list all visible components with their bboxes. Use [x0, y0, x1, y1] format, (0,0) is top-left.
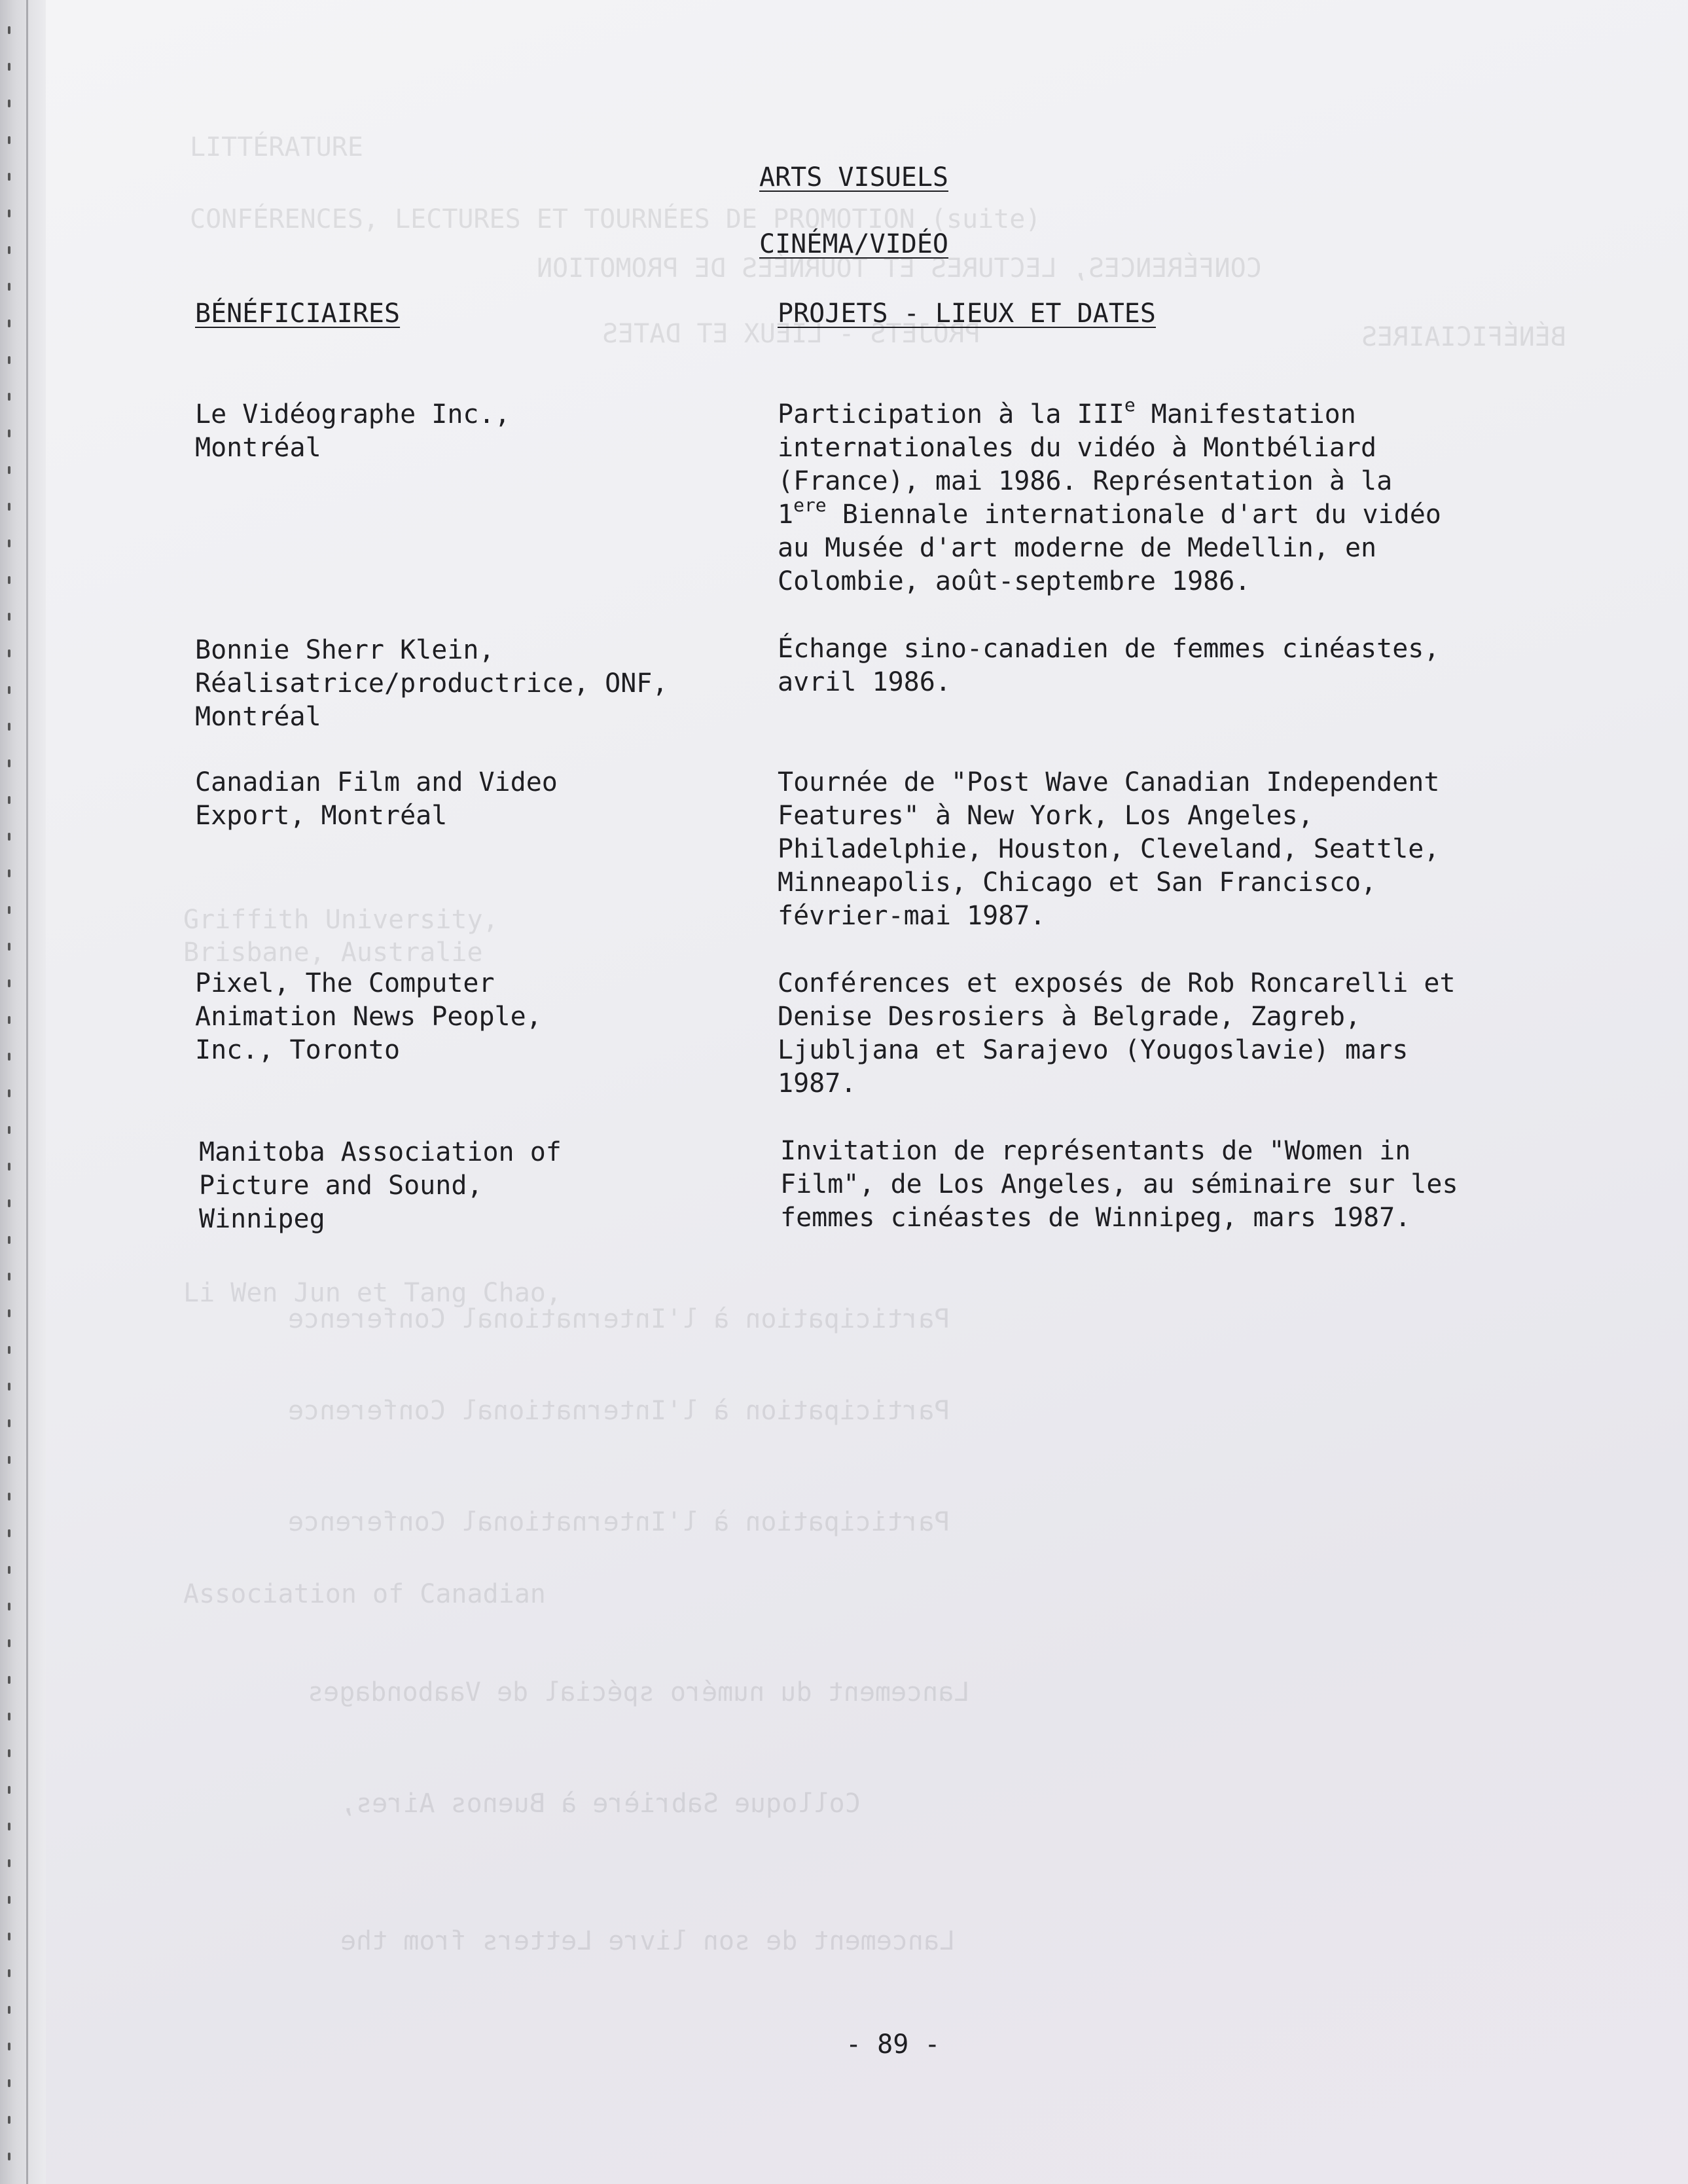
binding-mark [8, 393, 10, 401]
binding-mark [8, 1383, 10, 1391]
project-line: Minneapolis, Chicago et San Francisco, [778, 867, 1377, 898]
binding-mark [8, 576, 10, 584]
project-entry-1 [778, 393, 1441, 598]
binding-mark [8, 1639, 10, 1647]
binding-edge [26, 0, 28, 2184]
binding-mark [8, 246, 10, 254]
binding-mark [8, 1896, 10, 1904]
bleed-through-text: CONFÉRENCES, LECTURES ET TOURNÉES DE PROMOTION (suite) [190, 204, 1041, 234]
bleed-through-text: Colloque Sabrière à Buenos Aires, [340, 1789, 861, 1819]
binding-mark [8, 1309, 10, 1317]
binding-mark [8, 1786, 10, 1794]
binding-mark [8, 796, 10, 804]
beneficiary-line: Bonnie Sherr Klein, [195, 635, 495, 665]
binding-mark [8, 943, 10, 951]
binding-mark [8, 2116, 10, 2124]
binding-mark [8, 759, 10, 767]
project-line: (France), mai 1986. Représentation à la [778, 466, 1393, 496]
binding-mark [8, 100, 10, 107]
binding-mark [8, 833, 10, 841]
binding-mark [8, 1126, 10, 1134]
project-line: Conférences et exposés de Rob Roncarelli et [778, 968, 1456, 998]
binding-mark [8, 1419, 10, 1427]
binding-mark [8, 1456, 10, 1464]
binding-mark [8, 2079, 10, 2087]
binding-mark [8, 1273, 10, 1281]
bleed-through-text: Participation à l'International Conference [288, 1304, 950, 1334]
binding-mark [8, 466, 10, 474]
section-title-cinema-video: CINÉMA/VIDÉO [759, 229, 948, 259]
binding-mark [8, 1823, 10, 1830]
project-entry-2 [778, 632, 1439, 699]
beneficiary-line: Le Vidéographe Inc., [195, 399, 511, 429]
beneficiary-entry-2 [195, 634, 668, 734]
binding-mark [8, 1713, 10, 1720]
project-entry-5 [780, 1135, 1458, 1235]
binding-mark [8, 1529, 10, 1537]
project-line: Ljubljana et Sarajevo (Yougoslavie) mars [778, 1035, 1409, 1065]
binding-mark [8, 63, 10, 71]
beneficiary-line: Animation News People, [195, 1002, 542, 1032]
bleed-through-text: Association of Canadian [183, 1579, 546, 1609]
beneficiary-line: Montréal [195, 433, 321, 463]
project-line: Participation à la IIIe Manifestation [778, 393, 1356, 429]
binding-mark [8, 26, 10, 34]
binding-mark [8, 1199, 10, 1207]
binding-mark [8, 1566, 10, 1574]
bleed-through-text: PROJETS - LIEUX ET DATES [602, 319, 980, 349]
project-line: au Musée d'art moderne de Medellin, en [778, 533, 1377, 563]
bleed-through-text: Li Wen Jun et Tang Chao, [183, 1278, 562, 1308]
beneficiary-line: Réalisatrice/productrice, ONF, [195, 668, 668, 699]
binding-mark [8, 1933, 10, 1940]
beneficiary-line: Inc., Toronto [195, 1035, 401, 1065]
binding-mark [8, 1346, 10, 1354]
project-entry-3 [778, 766, 1439, 933]
beneficiary-line: Pixel, The Computer [195, 968, 495, 998]
beneficiary-entry-4 [195, 967, 542, 1067]
project-line: avril 1986. [778, 667, 951, 697]
binding-mark [8, 649, 10, 657]
binding-mark [8, 979, 10, 987]
binding-mark [8, 429, 10, 437]
binding-mark [8, 2043, 10, 2050]
binding-mark [8, 539, 10, 547]
binding-mark [8, 2153, 10, 2160]
binding-mark [8, 686, 10, 694]
binding-mark [8, 136, 10, 144]
beneficiary-line: Picture and Sound, [199, 1171, 483, 1201]
beneficiary-entry-1 [195, 398, 511, 465]
project-line: Philadelphie, Houston, Cleveland, Seattle, [778, 834, 1440, 864]
bleed-through-text: Participation à l'International Conference [288, 1507, 950, 1537]
project-line: femmes cinéastes de Winnipeg, mars 1987. [780, 1203, 1411, 1233]
binding-mark [8, 869, 10, 877]
project-line: Colombie, août-septembre 1986. [778, 566, 1251, 596]
project-line: février-mai 1987. [778, 901, 1046, 931]
bleed-through-text: BÉNÉFICIAIRES [1361, 322, 1567, 352]
binding-mark [8, 319, 10, 327]
beneficiary-entry-3 [195, 766, 558, 833]
beneficiary-line: Canadian Film and Video [195, 767, 558, 797]
binding-mark [8, 906, 10, 914]
beneficiary-entry-5 [199, 1136, 562, 1236]
bleed-through-text: Participation à l'International Conference [288, 1396, 950, 1426]
binding-mark [8, 1236, 10, 1244]
project-line: Film", de Los Angeles, au séminaire sur les [780, 1169, 1458, 1199]
binding-mark [8, 173, 10, 181]
column-header-projets: PROJETS - LIEUX ET DATES [778, 299, 1156, 329]
binding-mark [8, 1053, 10, 1061]
page-number: - 89 - [846, 2029, 941, 2060]
bleed-through-text: Brisbane, Australie [183, 937, 483, 968]
beneficiary-line: Manitoba Association of [199, 1137, 562, 1167]
binding-mark [8, 1493, 10, 1501]
binding-mark [8, 1016, 10, 1024]
project-line: Denise Desrosiers à Belgrade, Zagreb, [778, 1002, 1361, 1032]
binding-mark [8, 209, 10, 217]
binding-mark [8, 1859, 10, 1867]
binding-mark [8, 283, 10, 291]
bleed-through-text: CONFÉRENCES, LECTURES ET TOURNÉES DE PROMOTION [537, 253, 1262, 283]
section-title-arts-visuels: ARTS VISUELS [759, 162, 948, 192]
beneficiary-line: Export, Montréal [195, 801, 448, 831]
project-line: 1ere Biennale internationale d'art du vidéo [778, 494, 1441, 530]
bleed-through-text: Griffith University, [183, 905, 499, 935]
project-entry-4 [778, 967, 1456, 1101]
binding-mark [8, 356, 10, 364]
binding-shadow [0, 0, 46, 2184]
project-line: 1987. [778, 1068, 857, 1099]
binding-mark [8, 613, 10, 621]
bleed-through-text: Lancement du numéro spécial de Vaabondages [308, 1677, 970, 1707]
beneficiary-line: Montréal [195, 702, 321, 732]
project-line: Invitation de représentants de "Women in [780, 1136, 1411, 1166]
binding-mark [8, 2006, 10, 2014]
binding-mark [8, 1676, 10, 1684]
binding-mark [8, 503, 10, 511]
bleed-through-text: LITTÉRATURE [190, 132, 363, 162]
project-line: Tournée de "Post Wave Canadian Independent [778, 767, 1440, 797]
binding-mark [8, 1969, 10, 1977]
binding-mark [8, 723, 10, 731]
binding-mark [8, 1603, 10, 1611]
column-header-beneficiaires: BÉNÉFICIAIRES [195, 299, 401, 329]
binding-mark [8, 1749, 10, 1757]
bleed-through-text: Lancement de son livre Letters from the [340, 1926, 956, 1956]
beneficiary-line: Winnipeg [199, 1204, 325, 1234]
binding-mark [8, 1089, 10, 1097]
project-line: Features" à New York, Los Angeles, [778, 801, 1314, 831]
binding-mark [8, 1163, 10, 1171]
project-line: Échange sino-canadien de femmes cinéastes, [778, 634, 1440, 664]
project-line: internationales du vidéo à Montbéliard [778, 433, 1377, 463]
